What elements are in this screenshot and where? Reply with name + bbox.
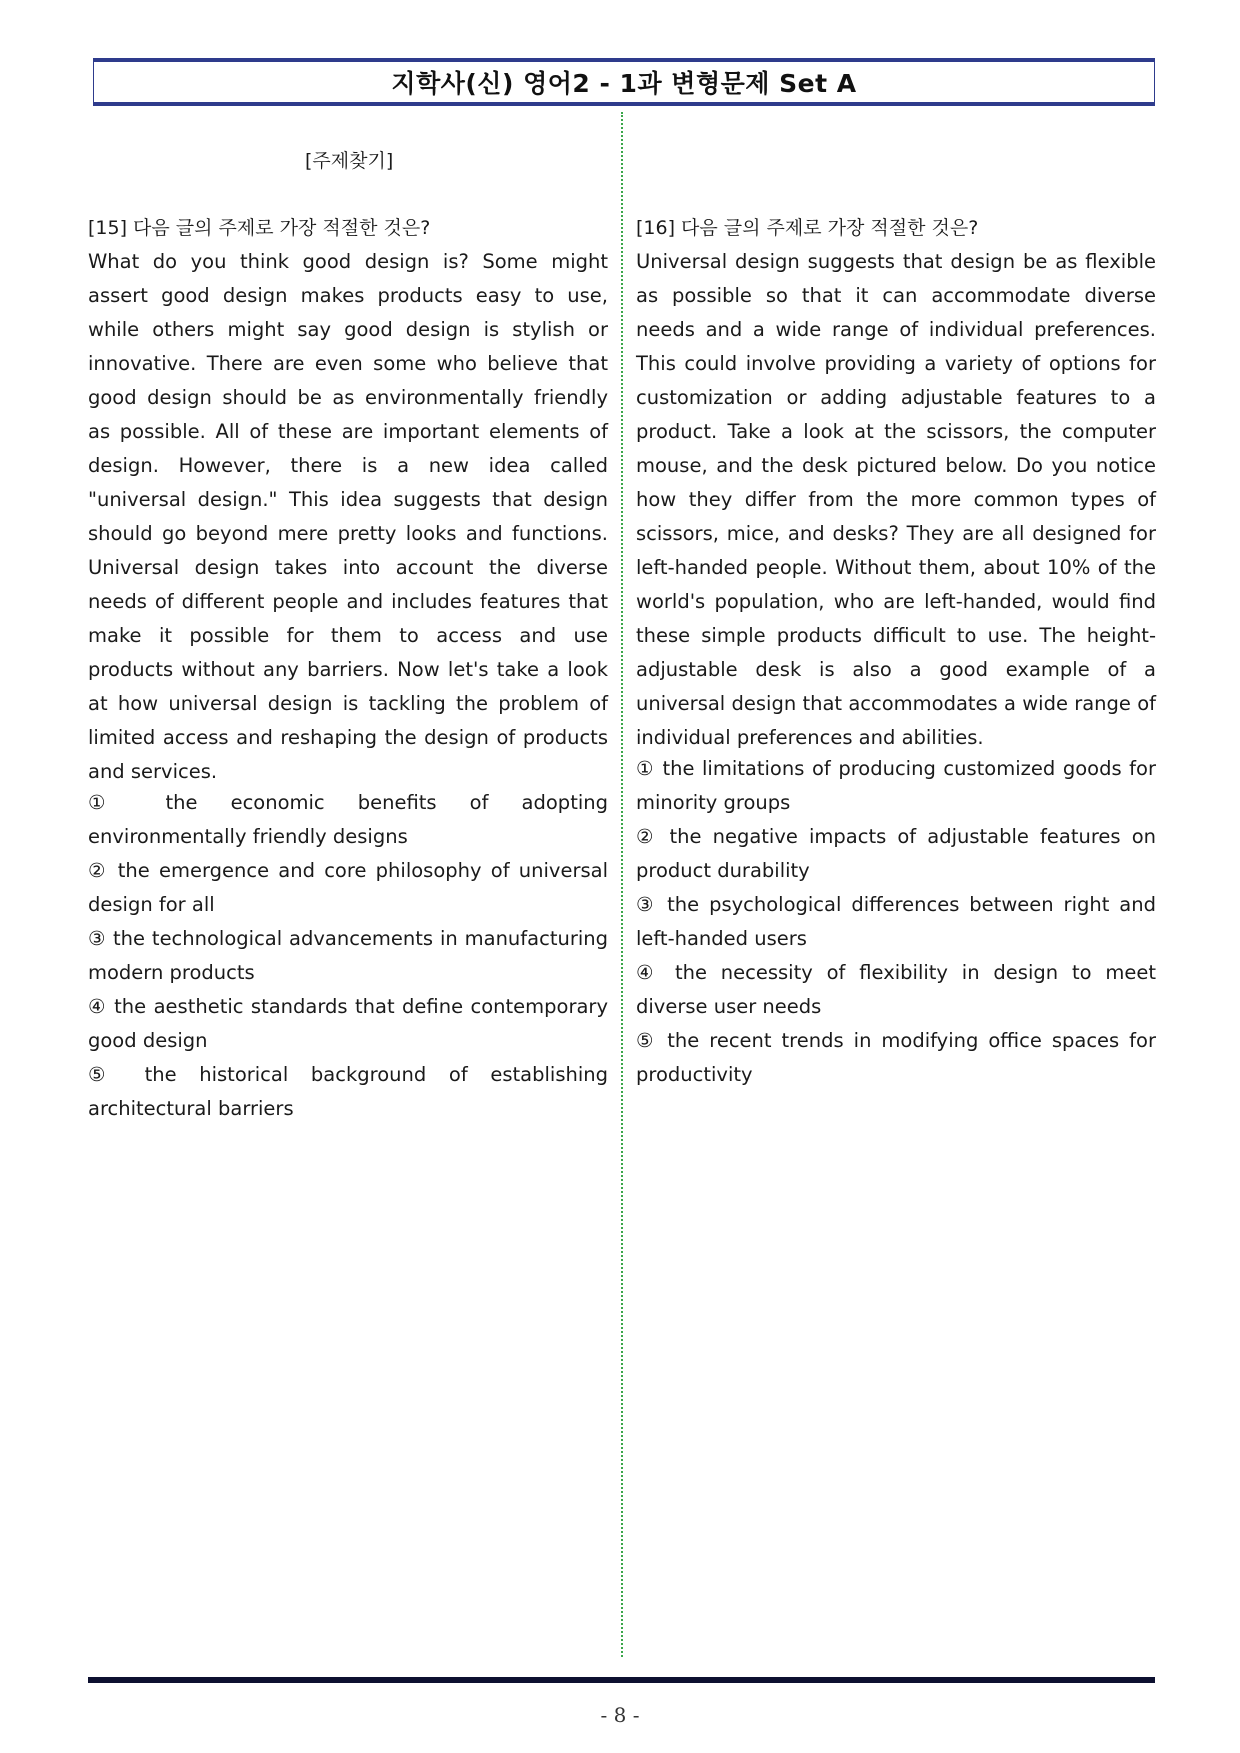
footer-rule [88, 1677, 1155, 1683]
question-16-prompt: [16] 다음 글의 주제로 가장 적절한 것은? [636, 217, 979, 239]
question-16-passage [636, 245, 1156, 755]
passage-text: What do you think good design is? Some might assert good design makes products easy to use, while others might say good design is stylish or innovative. There are even some who believe that good design should be as environmentally friendly as possible. All of these are important elements of design. However, there is a new idea called "universal design." This idea suggests that design should go beyond mere pretty looks and functions. Universal design takes into account the diverse needs of different people and includes features that make it possible for them to access and use products without any barriers. Now let's take a look at how universal design is tackling the problem of limited access and reshaping the design of products and services. [88, 250, 608, 783]
column-divider [621, 112, 623, 1657]
page-number: - 8 - [600, 1703, 640, 1727]
question-15-prompt: [15] 다음 글의 주제로 가장 적절한 것은? [88, 217, 431, 239]
question-15-choices [88, 786, 608, 1126]
choice-1[interactable]: ① the economic benefits of adopting environmentally friendly designs [88, 791, 608, 848]
question-16-choices [636, 752, 1156, 1092]
passage-text: Universal design suggests that design be as flexible as possible so that it can accommodate diverse needs and a wide range of individual preferences. This could involve providing a variety of options for customization or adding adjustable features to a product. Take a look at the scissors, the computer mouse, and the desk pictured below. Do you notice how they differ from the more common types of scissors, mice, and desks? They are all designed for left-handed people. Without them, about 10% of the world's population, who are left-handed, would find these simple products difficult to use. The height-adjustable desk is also a good example of a universal design that accommodates a wide range of individual preferences and abilities. [636, 250, 1156, 749]
section-label: [주제찾기] [305, 150, 394, 172]
choice-2[interactable]: ② the emergence and core philosophy of universal design for all [88, 859, 608, 916]
choice-5[interactable]: ⑤ the historical background of establishing architectural barriers [88, 1063, 608, 1120]
choice-3[interactable]: ③ the technological advancements in manufacturing modern products [88, 927, 608, 984]
page-header [93, 58, 1155, 106]
question-15-passage [88, 245, 608, 789]
choice-5[interactable]: ⑤ the recent trends in modifying office spaces for productivity [636, 1029, 1156, 1086]
choice-4[interactable]: ④ the aesthetic standards that define contemporary good design [88, 995, 608, 1052]
choice-1[interactable]: ① the limitations of producing customized goods for minority groups [636, 757, 1156, 814]
choice-2[interactable]: ② the negative impacts of adjustable features on product durability [636, 825, 1156, 882]
page-title: 지학사(신) 영어2 - 1과 변형문제 Set A [391, 69, 857, 98]
choice-4[interactable]: ④ the necessity of flexibility in design to meet diverse user needs [636, 961, 1156, 1018]
choice-3[interactable]: ③ the psychological differences between right and left-handed users [636, 893, 1156, 950]
